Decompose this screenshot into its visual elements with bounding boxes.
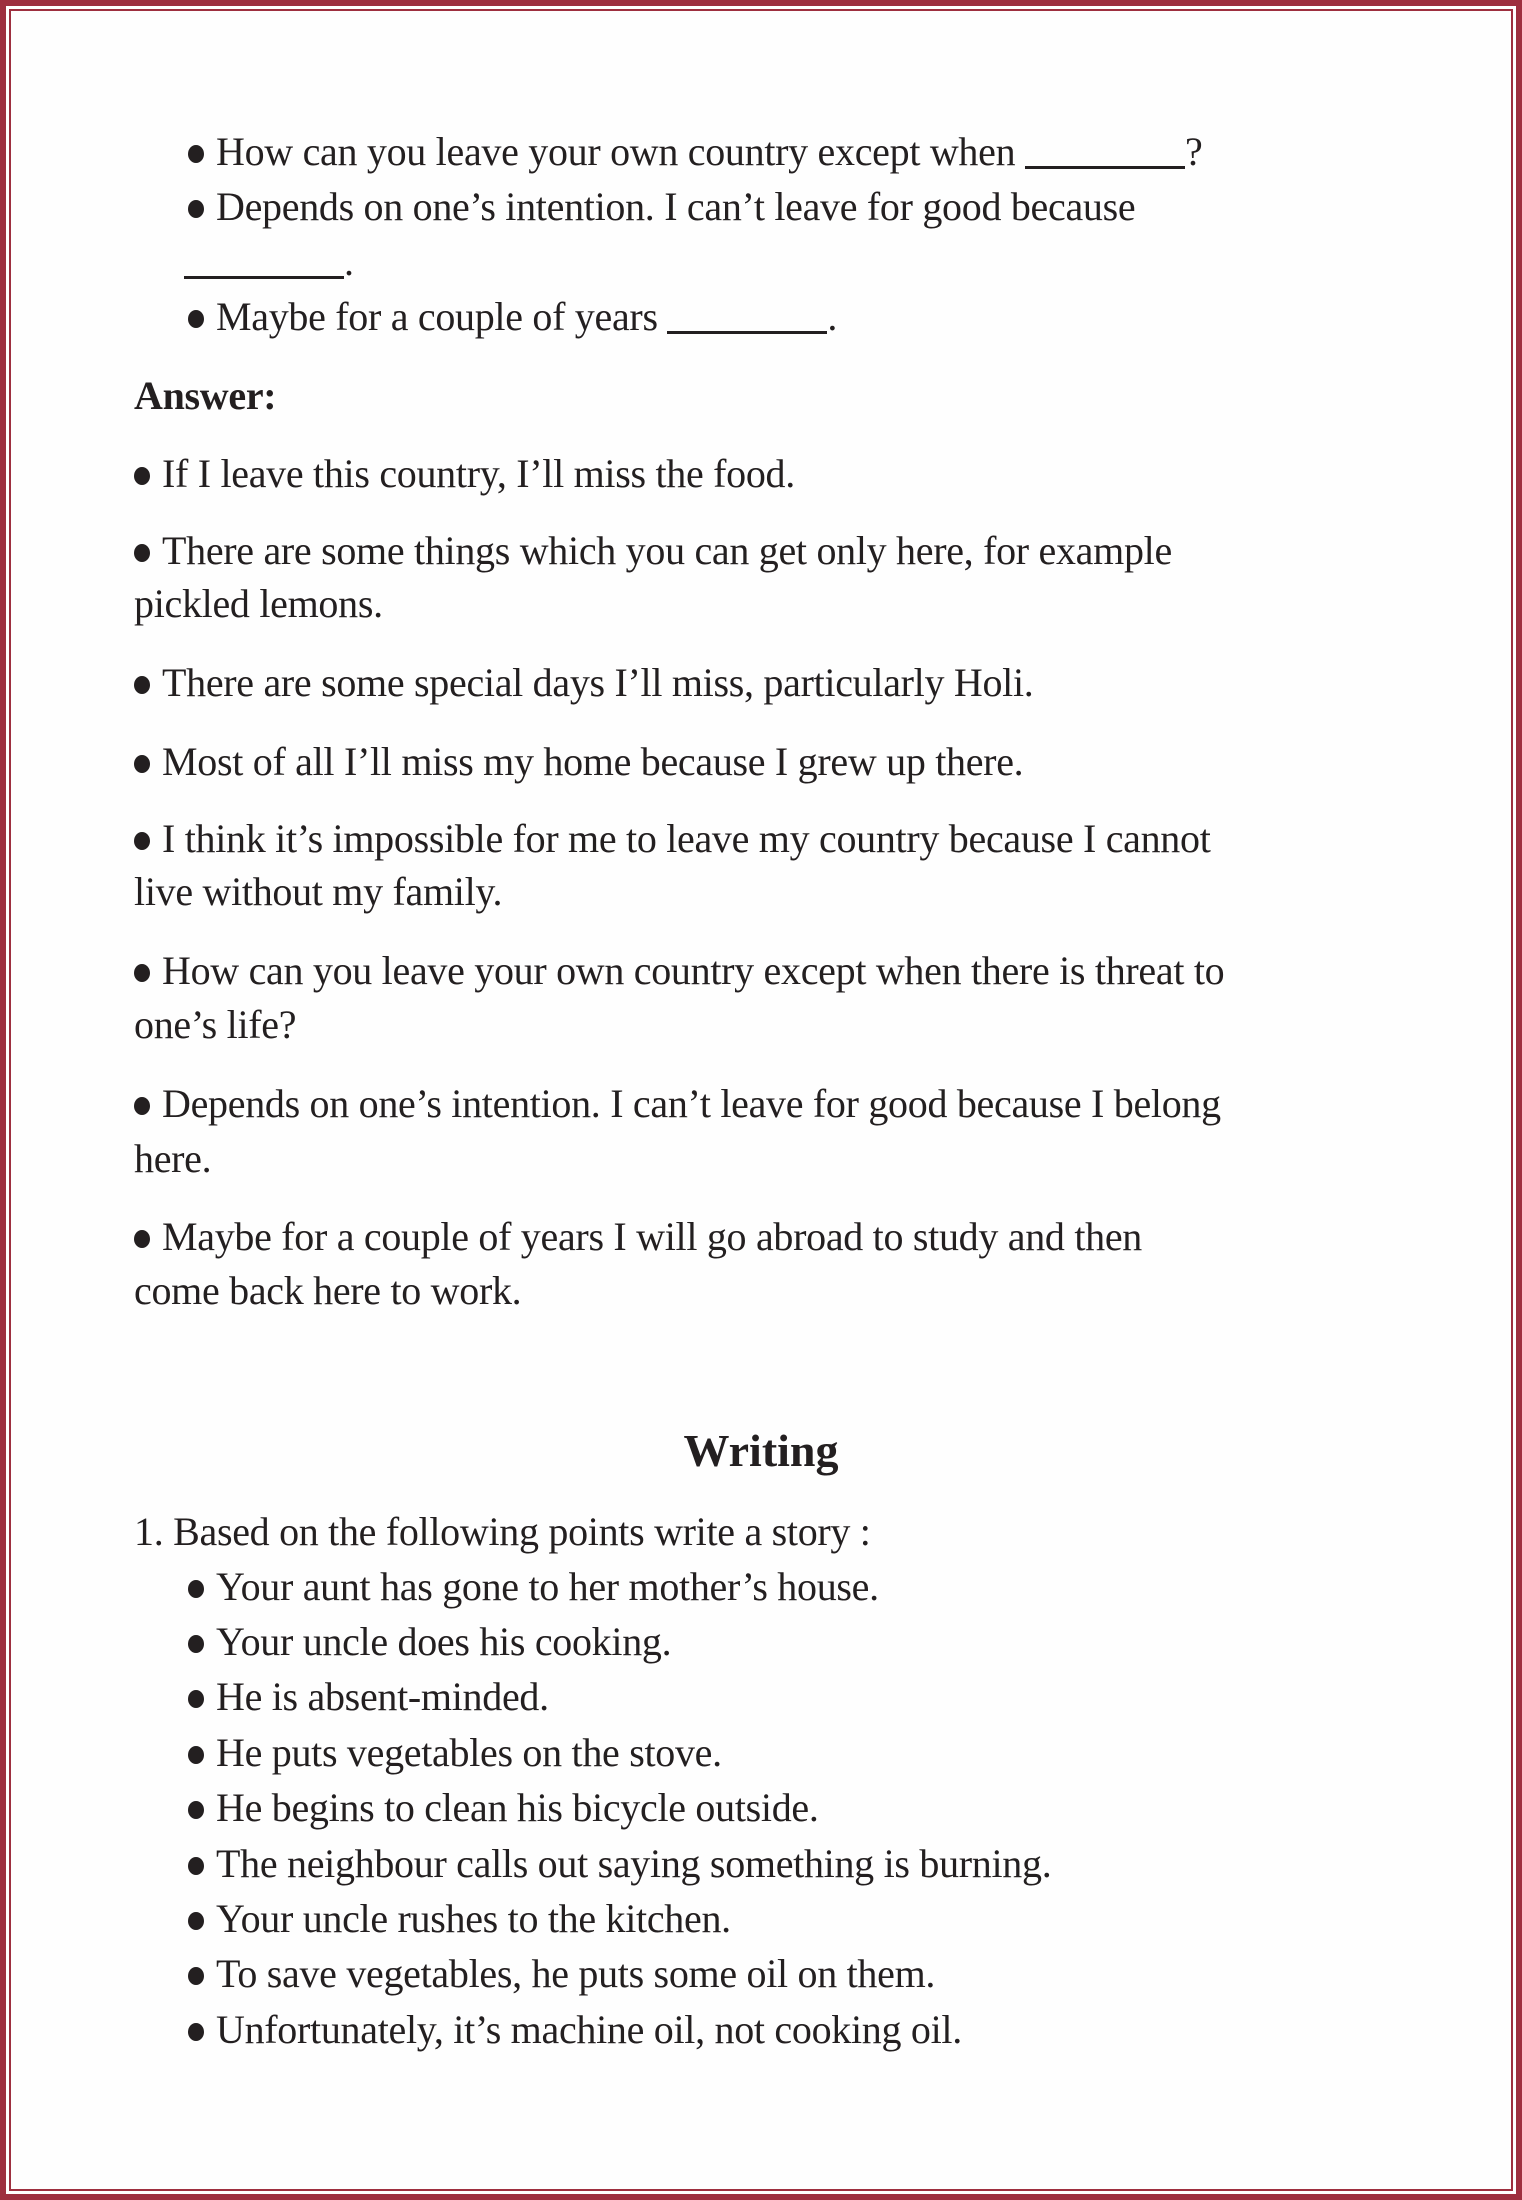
writing-point: He begins to clean his bicycle outside.	[188, 1784, 819, 1832]
answer-item: Depends on one’s intention. I can’t leave for good because I belong	[134, 1080, 1221, 1128]
blank-line	[1025, 136, 1185, 169]
answer-item-continuation: one’s life?	[134, 1002, 297, 1047]
exercise-item: Maybe for a couple of years .	[188, 293, 837, 341]
bullet-icon	[188, 1967, 204, 1985]
bullet-icon	[188, 1746, 204, 1764]
writing-point: To save vegetables, he puts some oil on them.	[188, 1950, 935, 1998]
bullet-icon	[188, 145, 204, 163]
answer-item-continuation: come back here to work.	[134, 1268, 522, 1313]
writing-point: He puts vegetables on the stove.	[188, 1729, 722, 1777]
bullet-icon	[188, 2023, 204, 2041]
answer-item-continuation: here.	[134, 1136, 212, 1181]
bullet-icon	[188, 310, 204, 328]
bullet-icon	[134, 676, 150, 694]
exercise-item-continuation: .	[184, 238, 354, 286]
answer-item-continuation: pickled lemons.	[134, 581, 383, 626]
bullet-icon	[134, 832, 150, 850]
writing-point: Your aunt has gone to her mother’s house.	[188, 1563, 879, 1611]
writing-point: He is absent-minded.	[188, 1673, 549, 1721]
exercise-item: Depends on one’s intention. I can’t leave for good because	[188, 183, 1135, 231]
bullet-icon	[134, 964, 150, 982]
answer-item: There are some things which you can get only here, for example	[134, 527, 1172, 575]
blank-line	[667, 301, 827, 334]
writing-point: Your uncle rushes to the kitchen.	[188, 1895, 731, 1943]
writing-point: Unfortunately, it’s machine oil, not cooking oil.	[188, 2006, 962, 2054]
answer-item: There are some special days I’ll miss, particularly Holi.	[134, 659, 1034, 707]
bullet-icon	[134, 755, 150, 773]
bullet-icon	[134, 1230, 150, 1248]
blank-line	[184, 246, 344, 279]
bullet-icon	[188, 1635, 204, 1653]
answer-label: Answer:	[134, 373, 277, 418]
bullet-icon	[188, 200, 204, 218]
writing-point: Your uncle does his cooking.	[188, 1618, 671, 1666]
answer-item: If I leave this country, I’ll miss the food.	[134, 450, 795, 498]
answer-item: How can you leave your own country except when there is threat to	[134, 947, 1224, 995]
answer-item-continuation: live without my family.	[134, 869, 503, 914]
bullet-icon	[188, 1857, 204, 1875]
answer-item: Most of all I’ll miss my home because I grew up there.	[134, 738, 1023, 786]
section-heading-writing: Writing	[683, 1425, 839, 1476]
bullet-icon	[188, 1690, 204, 1708]
writing-question: 1. Based on the following points write a story :	[134, 1509, 871, 1554]
answer-item: Maybe for a couple of years I will go abroad to study and then	[134, 1213, 1142, 1261]
bullet-icon	[134, 544, 150, 562]
bullet-icon	[134, 1097, 150, 1115]
bullet-icon	[188, 1801, 204, 1819]
bullet-icon	[134, 467, 150, 485]
bullet-icon	[188, 1580, 204, 1598]
answer-item: I think it’s impossible for me to leave my country because I cannot	[134, 815, 1211, 863]
writing-point: The neighbour calls out saying something is burning.	[188, 1840, 1051, 1888]
exercise-item: How can you leave your own country except when ?	[188, 128, 1202, 176]
bullet-icon	[188, 1912, 204, 1930]
